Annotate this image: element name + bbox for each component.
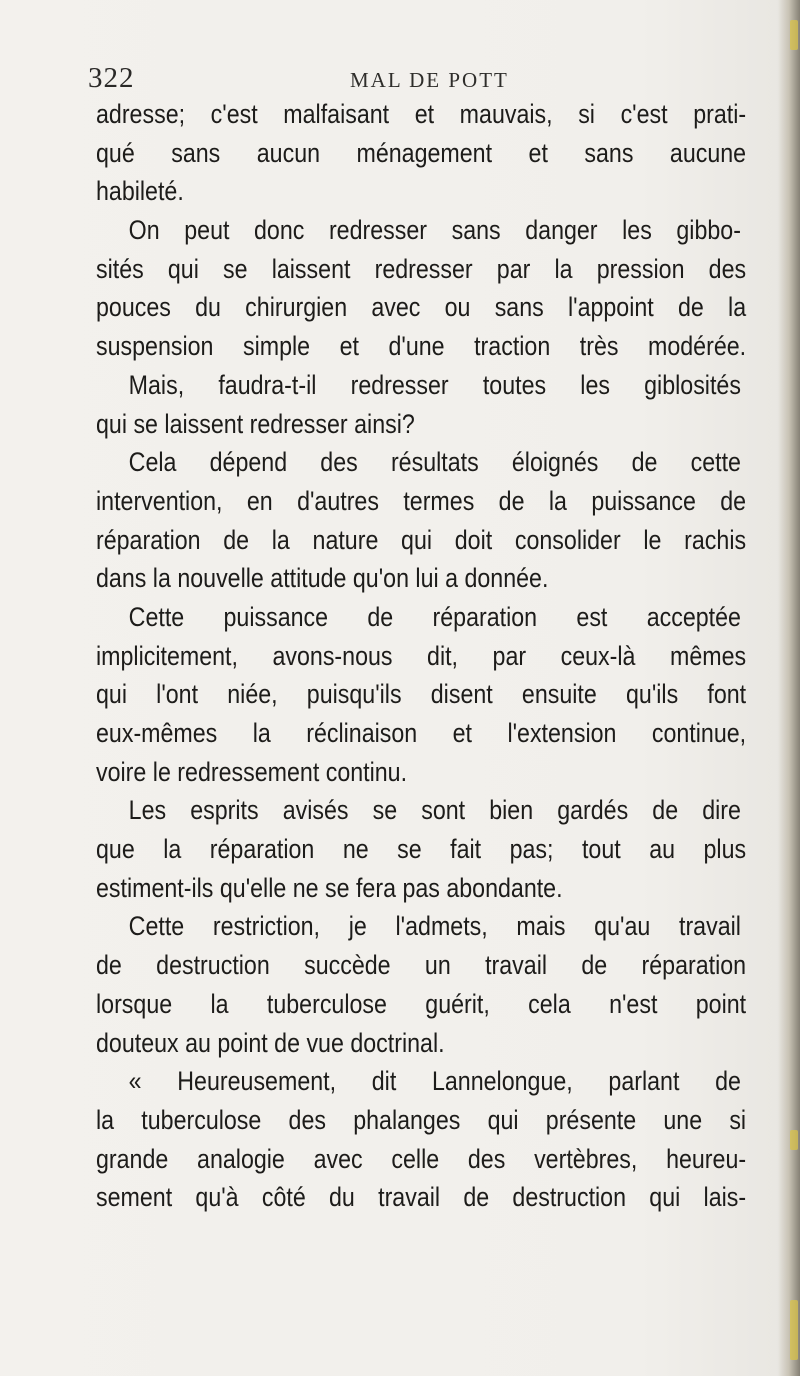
text-line: de destruction succède un travail de réparation: [96, 950, 747, 981]
text-line: Les esprits avisés se sont bien gardés de dire: [128, 795, 741, 826]
edge-stain: [790, 1300, 798, 1360]
text-line: qui l'ont niée, puisqu'ils disent ensuite qu'ils font: [96, 679, 747, 710]
text-line: dans la nouvelle attitude qu'on lui a donnée.: [96, 563, 549, 594]
page-edge-shadow: [778, 0, 800, 1376]
body-text: [96, 95, 746, 1217]
text-line: adresse; c'est malfaisant et mauvais, si c'est prati-: [96, 99, 747, 129]
text-line: qué sans aucun ménagement et sans aucune: [96, 137, 747, 168]
running-header: [0, 58, 800, 98]
text-line: qui se laissent redresser ainsi?: [96, 408, 415, 439]
text-line: sement qu'à côté du travail de destruction qui lais-: [96, 1182, 747, 1213]
edge-stain: [790, 20, 798, 50]
text-line: lorsque la tuberculose guérit, cela n'est point: [96, 988, 747, 1019]
text-line: On peut donc redresser sans danger les gibbo-: [128, 215, 741, 246]
text-line: suspension simple et d'une traction très modérée.: [96, 331, 747, 362]
edge-stain: [790, 1130, 798, 1150]
running-title: MAL DE POTT: [350, 68, 509, 92]
text-line: implicitement, avons-nous dit, par ceux-là mêmes: [96, 640, 747, 671]
text-line: que la réparation ne se fait pas; tout au plus: [96, 834, 747, 865]
text-line: Mais, faudra-t-il redresser toutes les giblosités: [128, 369, 741, 400]
text-line: Cela dépend des résultats éloignés de cette: [128, 447, 741, 478]
text-line: Cette restriction, je l'admets, mais qu'au travail: [128, 911, 741, 942]
text-line: Cette puissance de réparation est acceptée: [128, 601, 741, 632]
text-line: réparation de la nature qui doit consolider le rachis: [96, 524, 747, 555]
text-line: intervention, en d'autres termes de la puissance de: [96, 485, 747, 516]
page-number: 322: [88, 62, 135, 94]
text-line: douteux au point de vue doctrinal.: [96, 1027, 445, 1058]
text-line: voire le redressement continu.: [96, 756, 408, 787]
text-line: habileté.: [96, 176, 184, 207]
text-line: « Heureusement, dit Lannelongue, parlant de: [128, 1066, 741, 1097]
text-line: sités qui se laissent redresser par la pression des: [96, 253, 747, 284]
text-line: pouces du chirurgien avec ou sans l'appoint de la: [96, 292, 747, 323]
text-line: estiment-ils qu'elle ne se fera pas abondante.: [96, 872, 563, 903]
text-line: eux-mêmes la réclinaison et l'extension continue,: [96, 718, 747, 748]
text-line: la tuberculose des phalanges qui présente une si: [96, 1104, 747, 1135]
text-line: grande analogie avec celle des vertèbres, heureu-: [96, 1143, 747, 1174]
